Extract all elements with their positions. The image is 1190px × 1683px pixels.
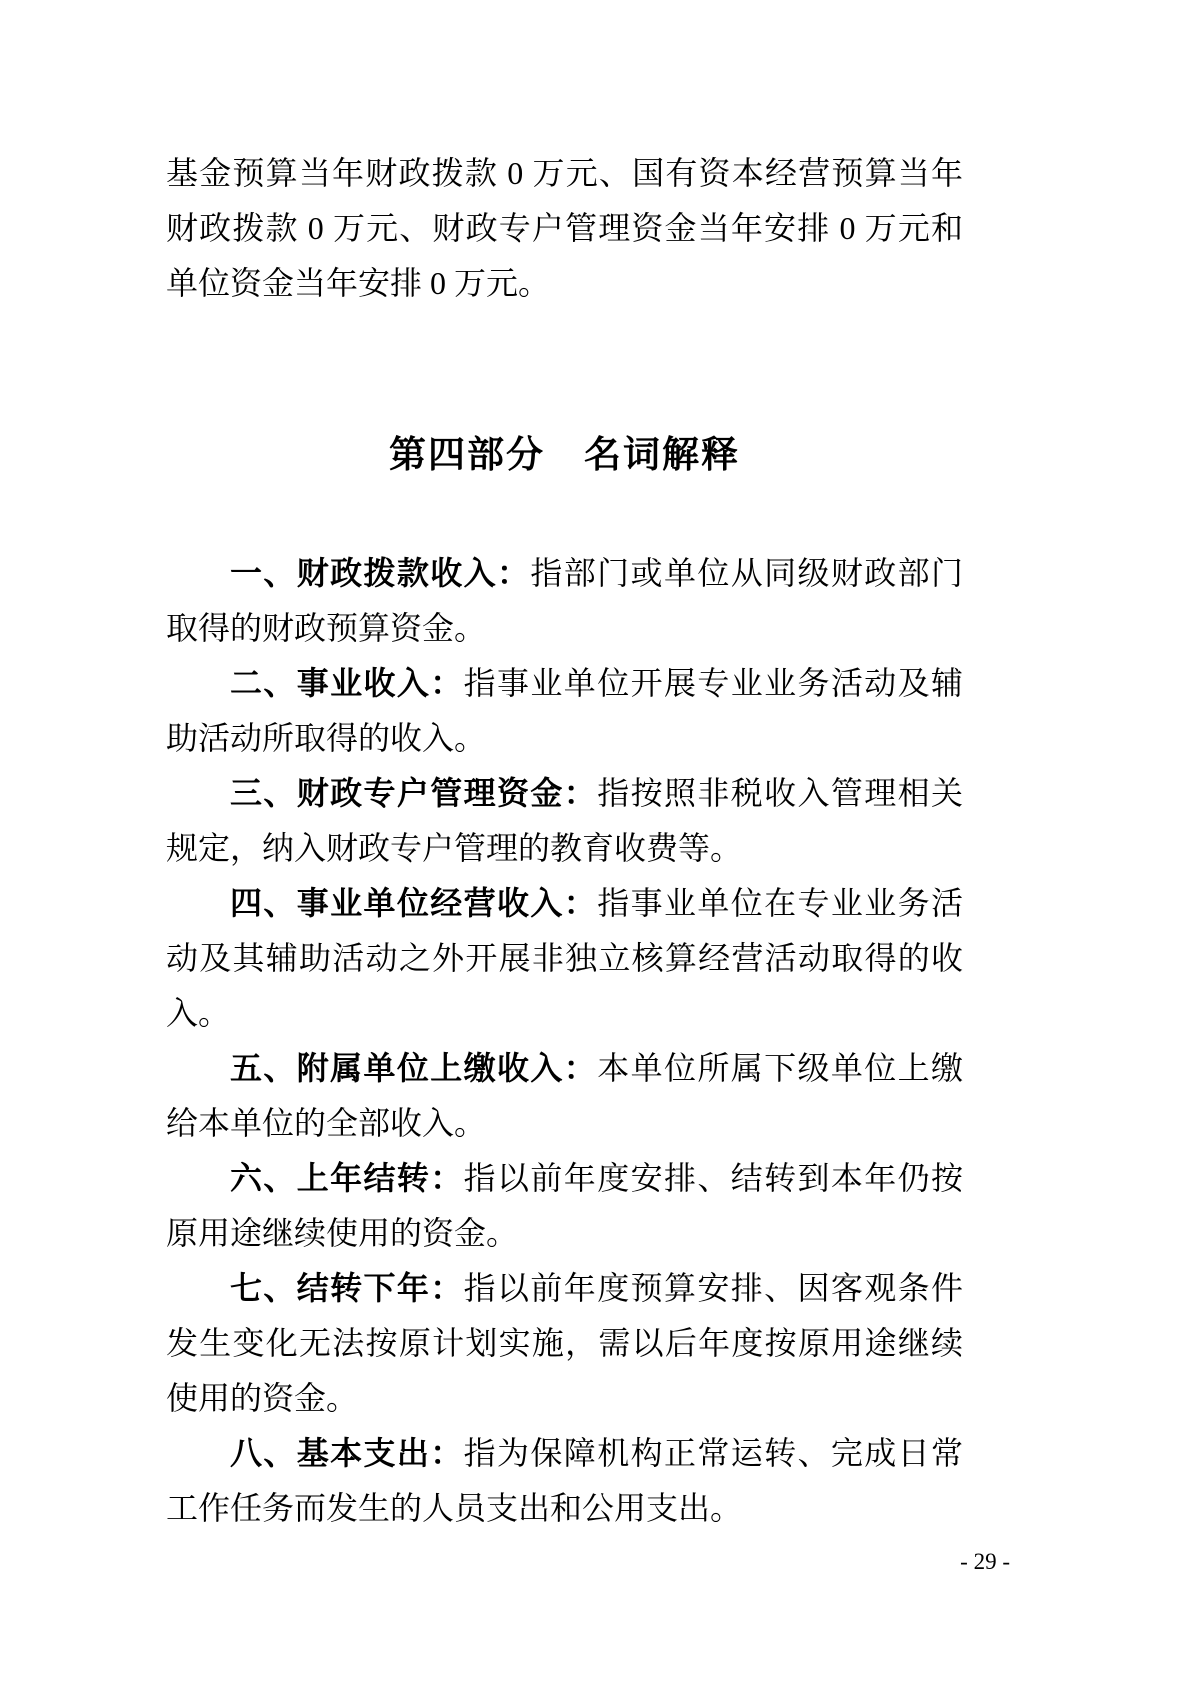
term-definition: 指以前年度预算安排、因客观条件发生变化无法按原计划实施，需以后年度按原用途继续使用的资金。	[166, 1270, 963, 1416]
term-definition: 指事业单位开展专业业务活动及辅助活动所取得的收入。	[166, 665, 963, 756]
term-label: 四、事业单位经营收入：	[230, 885, 598, 921]
term-definition-paragraph	[166, 656, 963, 766]
terms-list	[166, 546, 963, 1536]
term-definition-paragraph	[166, 546, 963, 656]
page-number: - 29 -	[960, 1549, 1010, 1574]
term-definition-paragraph	[166, 1151, 963, 1261]
term-label: 五、附属单位上缴收入：	[230, 1050, 598, 1086]
term-definition: 本单位所属下级单位上缴给本单位的全部收入。	[166, 1050, 963, 1141]
term-definition: 指事业单位在专业业务活动及其辅助活动之外开展非独立核算经营活动取得的收入。	[166, 885, 963, 1031]
term-definition-paragraph	[166, 766, 963, 876]
term-definition: 指为保障机构正常运转、完成日常工作任务而发生的人员支出和公用支出。	[166, 1435, 963, 1526]
term-definition: 指部门或单位从同级财政部门取得的财政预算资金。	[166, 555, 963, 646]
term-label: 二、事业收入：	[230, 665, 464, 701]
term-label: 七、结转下年：	[230, 1270, 464, 1306]
term-definition-paragraph	[166, 1261, 963, 1426]
section-title: 第四部分 名词解释	[389, 434, 740, 475]
term-label: 八、基本支出：	[230, 1435, 464, 1471]
term-label: 三、财政专户管理资金：	[230, 775, 598, 811]
term-label: 六、上年结转：	[230, 1160, 464, 1196]
term-definition-paragraph	[166, 1041, 963, 1151]
term-definition: 指以前年度安排、结转到本年仍按原用途继续使用的资金。	[166, 1160, 963, 1251]
term-definition: 指按照非税收入管理相关规定，纳入财政专户管理的教育收费等。	[166, 775, 963, 866]
term-label: 一、财政拨款收入：	[230, 555, 531, 591]
intro-paragraph: 基金预算当年财政拨款 0 万元、国有资本经营预算当年财政拨款 0 万元、财政专户管理资金当年安排 0 万元和单位资金当年安排 0 万元。	[166, 155, 963, 301]
term-definition-paragraph	[166, 876, 963, 1041]
term-definition-paragraph	[166, 1426, 963, 1536]
